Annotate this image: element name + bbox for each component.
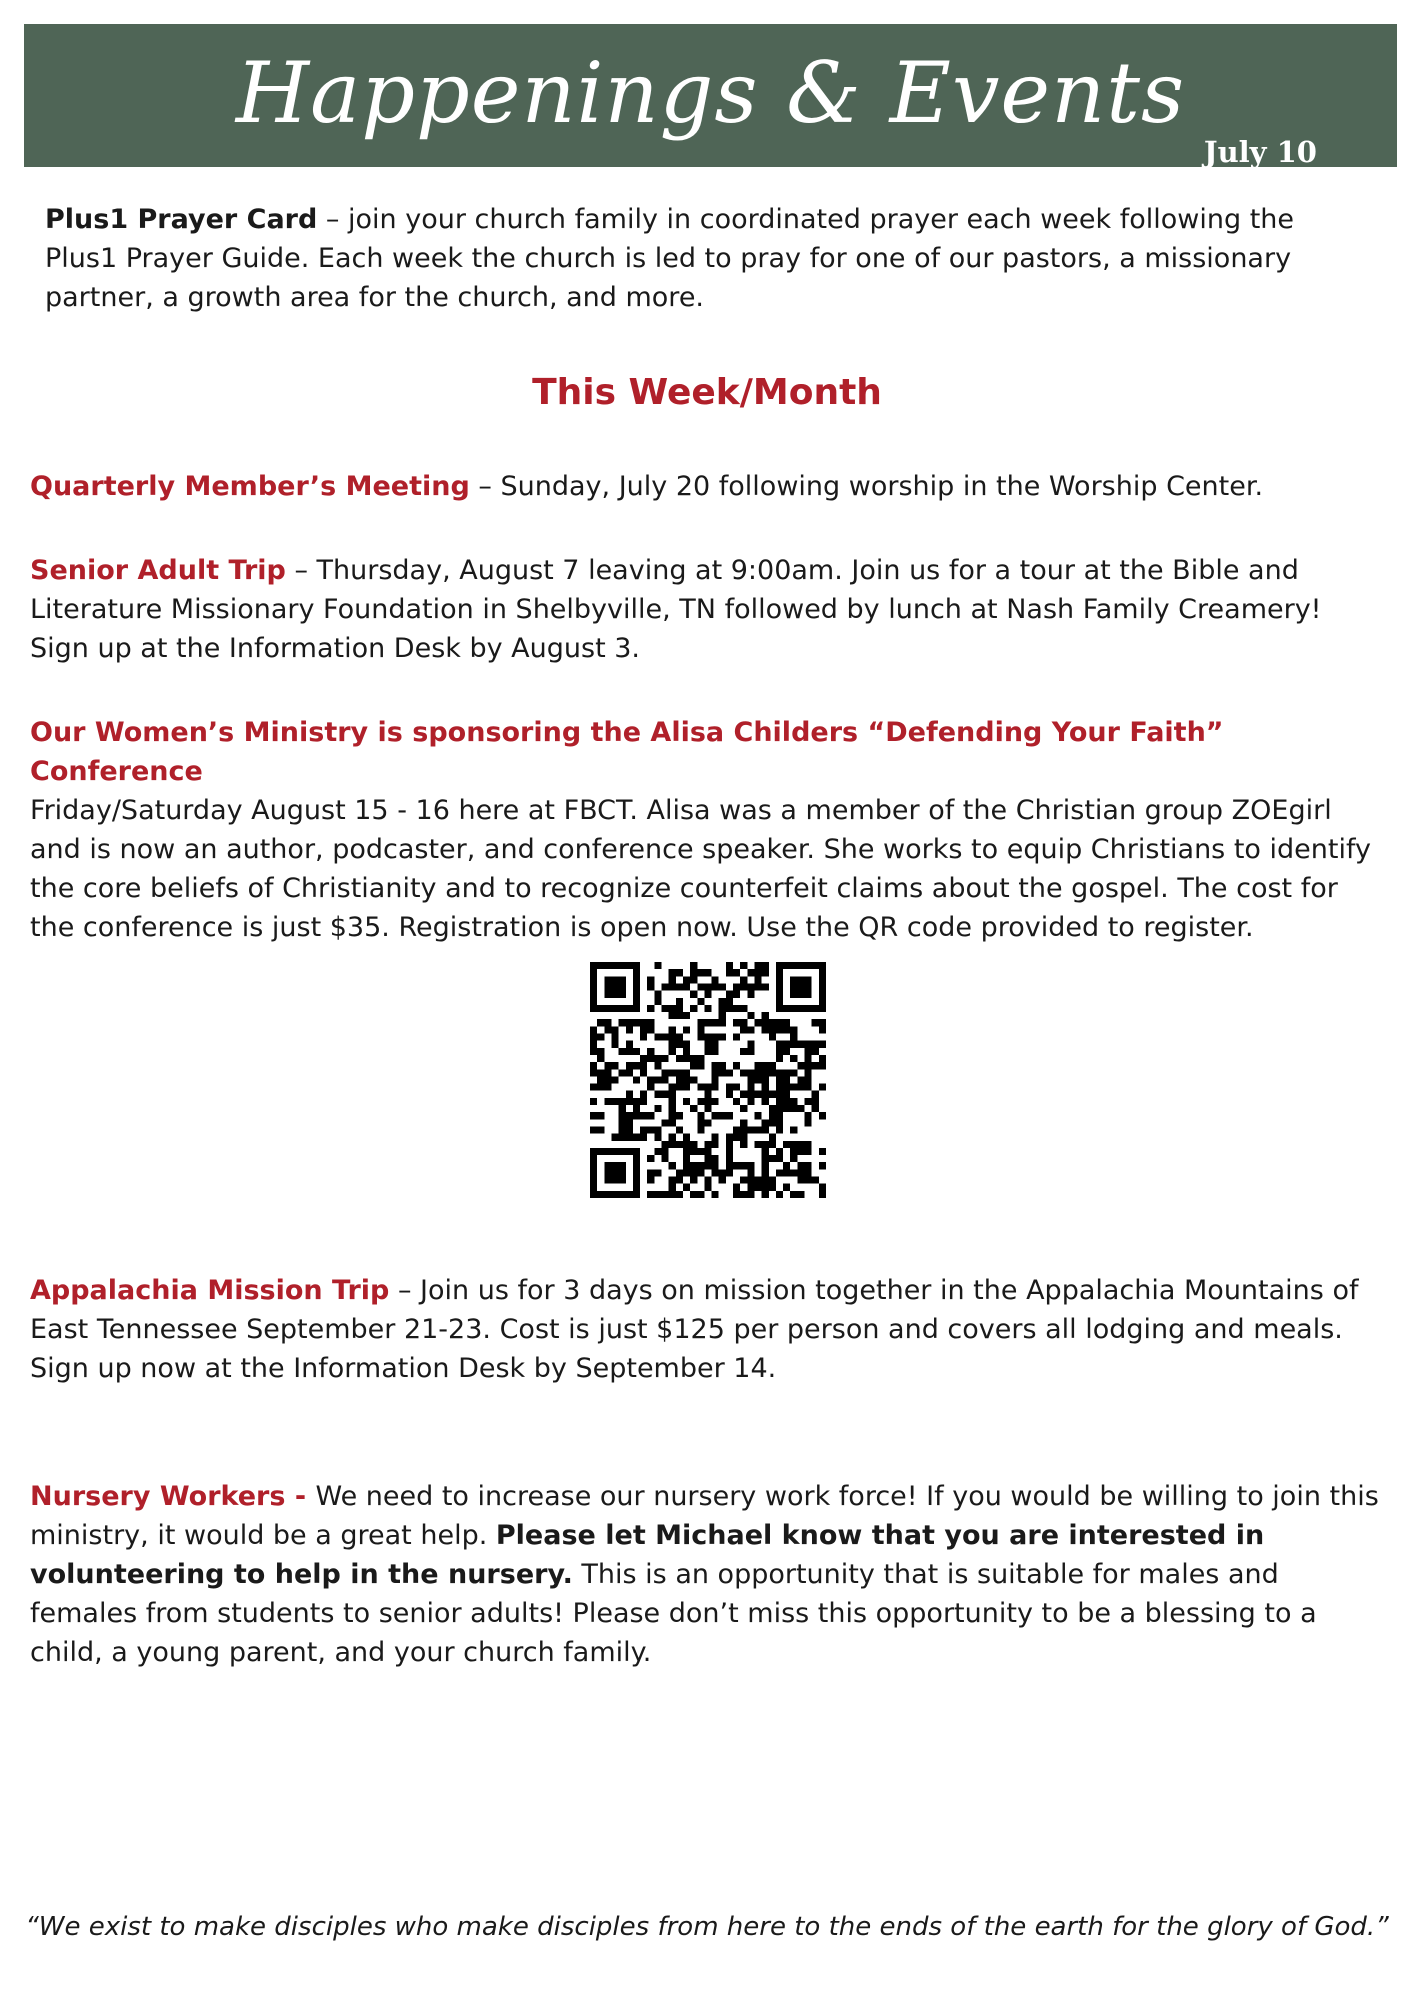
event-members-meeting <box>30 467 1380 506</box>
event-senior-trip <box>30 551 1380 668</box>
event-nursery-workers <box>30 1477 1380 1672</box>
intro-text: – join your church family in coordinated prayer each week following the Plus1 Prayer Guide. Each week the church is led to pray for one of our pastors, a missionary partner, a growth area for the church, and more. <box>45 204 1295 313</box>
footer-quote: “We exist to make disciples who make disciples from here to the ends of the earth for the glory of God.” <box>25 1912 1389 1942</box>
event-bold-text: Please let Michael know that you are interested in volunteering to help in the nursery. <box>30 1520 1265 1590</box>
event-womens-conference <box>30 713 1380 947</box>
event-text: This is an opportunity that is suitable for males and females from students to senior adults! Please don’t miss this opportunity to be a blessing to a child, a young parent, and your church family. <box>30 1559 1317 1668</box>
event-text: – Thursday, August 7 leaving at 9:00am. Join us for a tour at the Bible and Literature Missionary Foundation in Shelbyville, TN followed by lunch at Nash Family Creamery! Sign up at the Information Desk by August 3. <box>30 555 1322 664</box>
issue-date: July 10 <box>1203 135 1317 169</box>
event-appalachia-trip <box>30 1271 1380 1388</box>
event-text: We need to increase our nursery work force! If you would be willing to join this ministry, it would be a great help. <box>30 1481 1379 1551</box>
event-title: Quarterly Member’s Meeting <box>30 471 470 502</box>
event-title: Senior Adult Trip <box>30 555 286 586</box>
intro-paragraph <box>45 200 1345 317</box>
qr-code-icon[interactable] <box>590 962 826 1198</box>
event-text: Friday/Saturday August 15 - 16 here at FBCT. Alisa was a member of the Christian group ZOEgirl and is now an author, podcaster, and conference speaker. She works to equip Christians to identify the core beliefs of Christianity and to recognize counterfeit claims about the gospel. The cost for the conference is just $35. Registration is open now. Use the QR code provided to register. <box>30 795 1371 943</box>
event-title: Nursery Workers - <box>30 1481 316 1512</box>
event-title: Our Women’s Ministry is sponsoring the Alisa Childers “Defending Your Faith” Conference <box>30 717 1224 787</box>
section-heading: This Week/Month <box>532 372 882 413</box>
intro-label: Plus1 Prayer Card <box>45 204 318 235</box>
header-banner <box>24 24 1397 167</box>
event-text: – Join us for 3 days on mission together in the Appalachia Mountains of East Tennessee September 21-23. Cost is just $125 per person and covers all lodging and meals. Sign up now at the Information Desk by September 14. <box>30 1275 1359 1384</box>
event-text: – Sunday, July 20 following worship in the Worship Center. <box>469 471 1264 502</box>
event-title: Appalachia Mission Trip <box>30 1275 390 1306</box>
page-title: Happenings & Events <box>235 44 1186 142</box>
